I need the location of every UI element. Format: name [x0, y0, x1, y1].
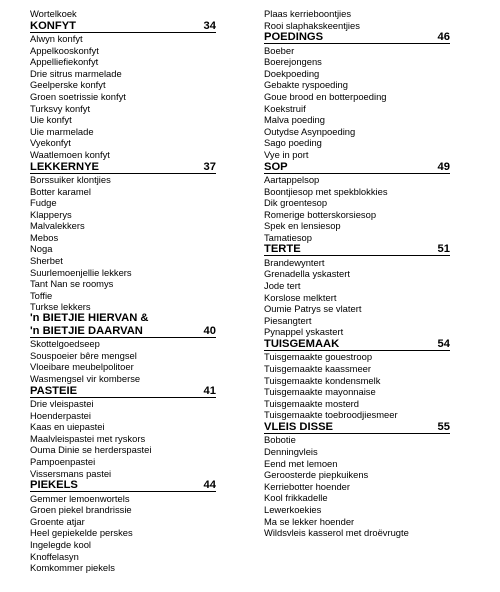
list-item: Appelliefiekonfyt — [30, 56, 99, 68]
section-list-bietjie — [30, 338, 216, 384]
list-item: Oumie Patrys se vlatert — [264, 303, 362, 315]
section-page-number: 37 — [203, 160, 216, 173]
list-item: Tant Nan se roomys — [30, 278, 114, 290]
list-item: Turksvy konfyt — [30, 102, 91, 114]
list-item: Boontjiesop met spekblokkies — [264, 185, 388, 197]
list-item: Romerige botterskorsiesop — [264, 208, 377, 220]
section-heading-bietjie — [30, 325, 216, 338]
section-heading-tuisgemaak — [264, 338, 450, 351]
section-page-number: 49 — [437, 160, 450, 173]
list-item: Uie marmelade — [30, 125, 94, 137]
list-item: Gebakte ryspoeding — [264, 79, 348, 91]
section-list-lekkernye — [30, 174, 216, 313]
section-title: POEDINGS — [264, 31, 324, 44]
list-item: Doekpoeding — [264, 67, 320, 79]
section-list-sop — [264, 174, 450, 244]
section-heading-konfyt — [30, 20, 216, 33]
list-item: Malvalekkers — [30, 220, 85, 232]
list-item: Geroosterde piepkuikens — [264, 469, 369, 481]
section-heading-terte — [264, 243, 450, 256]
list-item: Groente atjar — [30, 515, 85, 527]
section-list-pasteie — [30, 398, 216, 479]
lead-item: Plaas kerrieboontjies — [264, 8, 352, 19]
list-item: Koekstruif — [264, 102, 306, 114]
list-item: Vissersmans pastei — [30, 467, 112, 479]
list-item: Sago poeding — [264, 137, 322, 149]
section-list-poedings — [264, 45, 450, 161]
section-heading-pasteie — [30, 385, 216, 398]
list-item: Skottelgoedseep — [30, 338, 100, 350]
list-item: Uie konfyt — [30, 114, 72, 126]
list-item: Eend met lemoen — [264, 457, 338, 469]
section-title: TERTE — [264, 243, 301, 256]
list-item: Pynappel yskastert — [264, 326, 344, 338]
list-item: Groen piekel brandrissie — [30, 504, 132, 516]
lead-item: Wortelkoek — [30, 8, 77, 19]
list-item: Kool frikkadelle — [264, 492, 328, 504]
list-item: Aartappelsop — [264, 173, 320, 185]
section-list-terte — [264, 257, 450, 338]
section-list-vleis-disse — [264, 434, 450, 538]
list-item: Vye in port — [264, 148, 309, 160]
section-page-number: 41 — [203, 384, 216, 397]
section-title: SOP — [264, 160, 288, 173]
list-item: Boeber — [264, 44, 295, 56]
list-item: Botter karamel — [30, 185, 91, 197]
section-list-konfyt — [30, 33, 216, 161]
list-item: Heel gepiekelde perskes — [30, 527, 133, 539]
section-page-number: 55 — [437, 420, 450, 433]
section-title: PIEKELS — [30, 479, 78, 492]
list-item: Ingelegde kool — [30, 538, 91, 550]
section-page-number: 34 — [203, 19, 216, 32]
section-page-number: 44 — [203, 479, 216, 492]
list-item: Toffie — [30, 289, 53, 301]
section-heading-piekels — [30, 479, 216, 492]
list-item: Outydse Asynpoeding — [264, 125, 356, 137]
section-title: TUISGEMAAK — [264, 338, 340, 351]
list-item: Knoffelasyn — [30, 550, 79, 562]
list-item: Noga — [30, 243, 53, 255]
list-item: Komkommer piekels — [30, 562, 115, 574]
list-item: Ma se lekker hoender — [264, 515, 355, 527]
section-title: VLEIS DISSE — [264, 420, 334, 433]
list-item: Goue brood en botterpoeding — [264, 90, 387, 102]
list-item: Wildsvleis kasserol met droëvrugte — [264, 527, 409, 539]
list-item: Vyekonfyt — [30, 137, 71, 149]
lead-item: Rooi slaphakskeentjies — [264, 19, 360, 31]
list-item: Geelperske konfyt — [30, 79, 106, 91]
section-page-number: 54 — [437, 338, 450, 351]
list-item: Appelkooskonfyt — [30, 44, 99, 56]
list-item: Mebos — [30, 231, 59, 243]
section-list-tuisgemaak — [264, 351, 450, 421]
list-item: Boerejongens — [264, 56, 322, 68]
list-item: Pampoenpastei — [30, 455, 96, 467]
section-title: PASTEIE — [30, 384, 78, 397]
list-item: Groen soetrissie konfyt — [30, 90, 126, 102]
section-title: 'n BIETJIE DAARVAN — [30, 324, 143, 337]
list-item: Malva poeding — [264, 114, 325, 126]
left-column — [30, 8, 216, 574]
list-item: Turkse lekkers — [30, 301, 91, 313]
list-item: Klapperys — [30, 208, 72, 220]
list-item: Souspoeier bêre mengsel — [30, 349, 137, 361]
list-item: Drie vleispastei — [30, 397, 94, 409]
list-item: Kerriebotter hoender — [264, 480, 350, 492]
list-item: Dik groentesop — [264, 197, 328, 209]
section-title: LEKKERNYE — [30, 160, 99, 173]
list-item: Grenadella yskastert — [264, 268, 350, 280]
list-item: Kaas en uiepastei — [30, 421, 105, 433]
list-item: Maalvleispastei met ryskors — [30, 432, 146, 444]
list-item: Spek en lensiesop — [264, 220, 341, 232]
section-page-number: 40 — [203, 324, 216, 337]
section-heading-sop — [264, 161, 450, 174]
list-item: Piesangtert — [264, 314, 312, 326]
list-item: Tuisgemaakte kaassmeer — [264, 363, 371, 374]
right-column — [264, 8, 450, 539]
list-item: Tuisgemaakte kondensmelk — [264, 374, 381, 386]
section-heading-lekkernye — [30, 161, 216, 174]
list-item: Gemmer lemoenwortels — [30, 492, 130, 504]
section-heading-poedings — [264, 31, 450, 44]
list-item: Hoenderpastei — [30, 409, 91, 421]
list-item: Borssuiker klontjies — [30, 173, 111, 185]
list-item: Vloeibare meubelpolitoer — [30, 361, 134, 373]
list-item: Jode tert — [264, 280, 301, 292]
list-item: Tuisgemaakte toebroodjiesmeer — [264, 409, 398, 421]
section-heading-vleis-disse — [264, 421, 450, 434]
list-item: Tuisgemaakte mayonnaise — [264, 386, 376, 398]
section-list-piekels — [30, 493, 216, 574]
list-item: Fudge — [30, 197, 57, 209]
list-item: Ouma Dinie se herderspastei — [30, 444, 152, 456]
list-item: Drie sitrus marmelade — [30, 67, 122, 79]
section-page-number: 51 — [437, 243, 450, 256]
list-item: Tuisgemaakte mosterd — [264, 397, 360, 409]
section-title: KONFYT — [30, 19, 76, 32]
list-item: Korslose melktert — [264, 291, 337, 303]
section-heading-bietjie-line1: 'n BIETJIE HIERVAN & — [30, 312, 149, 325]
section-page-number: 46 — [437, 31, 450, 44]
list-item: Wasmengsel vir komberse — [30, 373, 141, 384]
list-item: Tamatiesop — [264, 231, 312, 243]
list-item: Denningvleis — [264, 445, 318, 457]
list-item: Waatlemoen konfyt — [30, 148, 110, 160]
list-item: Lewerkoekies — [264, 503, 322, 515]
list-item: Brandewyntert — [264, 256, 325, 268]
list-item: Bobotie — [264, 434, 296, 446]
list-item: Suurlemoenjellie lekkers — [30, 266, 132, 278]
list-item: Alwyn konfyt — [30, 32, 83, 44]
list-item: Sherbet — [30, 255, 63, 267]
list-item: Tuisgemaakte gouestroop — [264, 351, 373, 363]
